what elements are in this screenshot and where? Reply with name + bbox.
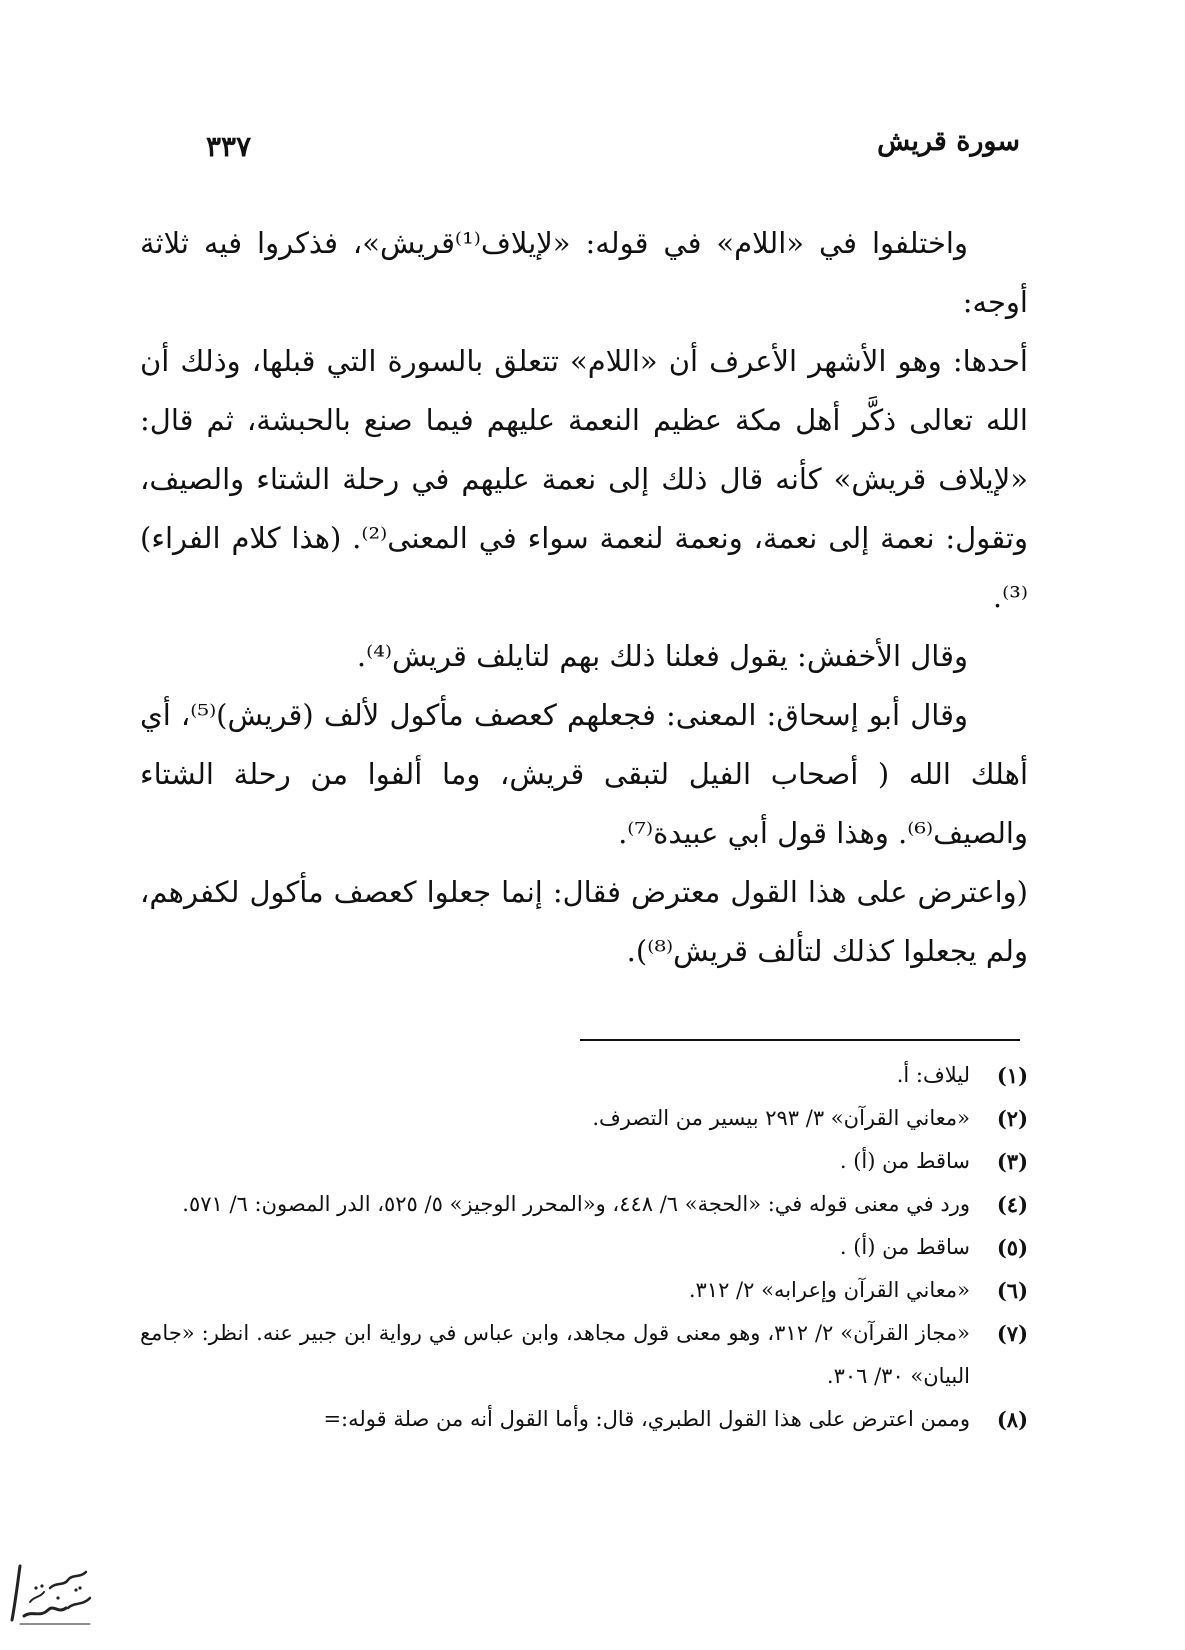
page-header: [150, 126, 1020, 176]
footnote-number: (٢): [996, 1106, 1028, 1131]
footnote-number: (٨): [996, 1407, 1028, 1432]
footnote-text: ليلاف: أ.: [896, 1063, 970, 1087]
footnote-text: «مجاز القرآن» ٢/ ٣١٢، وهو معنى قول مجاهد، وابن عباس في رواية ابن جبير عنه. انظر: «جامع البيان» ٣٠/ ٣٠٦.: [140, 1321, 970, 1388]
paragraph-4: وقال أبو إسحاق: المعنى: فجعلهم كعصف مأكول لألف (قريش)⁽⁵⁾، أي أهلك الله ( أصحاب الفيل لتبقى قريش، وما ألفوا من رحلة الشتاء والصيف⁽⁶⁾. وهذا قول أبي عبيدة⁽⁷⁾.: [140, 698, 1028, 850]
paragraph-2: أحدها: وهو الأشهر الأعرف أن «اللام» تتعلق بالسورة التي قبلها، وذلك أن الله تعالى ذكَّر أهل مكة عظيم النعمة عليهم فيما صنع بالحبشة، ثم قال: «لإيلاف قريش» كأنه قال ذلك إلى نعمة عليهم في رحلة الشتاء والصيف، وتقول: نعمة إلى نعمة، ونعمة لنعمة سواء في المعنى⁽²⁾. (هذا كلام الفراء)⁽³⁾.: [140, 344, 1028, 614]
paragraph-3: وقال الأخفش: يقول فعلنا ذلك بهم لتايلف قريش⁽⁴⁾.: [356, 639, 968, 673]
footnote-item: [140, 1226, 1028, 1269]
footnote-text: ساقط من (أ) .: [839, 1235, 970, 1259]
footnote-text: ساقط من (أ) .: [839, 1149, 970, 1173]
footnote-item: [140, 1398, 1028, 1441]
footnote-text: ورد في معنى قوله في: «الحجة» ٦/ ٤٤٨، و«المحرر الوجيز» ٥/ ٥٢٥، الدر المصون: ٦/ ٥٧١.: [182, 1192, 970, 1216]
footnote-text: «معاني القرآن» ٣/ ٢٩٣ بيسير من التصرف.: [592, 1106, 970, 1130]
footnote-number: (٣): [996, 1149, 1028, 1174]
footnote-item: [140, 1269, 1028, 1312]
footnote-number: (٧): [996, 1321, 1028, 1346]
footnote-item: [140, 1312, 1028, 1398]
footnote-text: «معاني القرآن وإعرابه» ٢/ ٣١٢.: [688, 1278, 970, 1302]
footnote-number: (٤): [996, 1192, 1028, 1217]
footnote-item: [140, 1097, 1028, 1140]
paragraph-5: (واعترض على هذا القول معترض فقال: إنما جعلوا كعصف مأكول لكفرهم، ولم يجعلوا كذلك لتألف قريش⁽⁸⁾).: [140, 875, 1028, 968]
footnote-text: وممن اعترض على هذا القول الطبري، قال: وأما القول أنه من صلة قوله:=: [323, 1407, 970, 1431]
paragraph-1: واختلفوا في «اللام» في قوله: «لإيلاف⁽¹⁾قريش»، فذكروا فيه ثلاثة أوجه:: [140, 226, 1028, 319]
footnote-item: [140, 1183, 1028, 1226]
footnote-item: [140, 1054, 1028, 1097]
calligraphy-logo: [6, 1558, 96, 1630]
footnotes: [140, 1054, 1028, 1441]
main-text: [140, 214, 1028, 981]
footnote-number: (٦): [996, 1278, 1028, 1303]
footnote-number: (١): [996, 1063, 1028, 1088]
page-number: ٣٣٧: [206, 130, 252, 163]
footnote-item: [140, 1140, 1028, 1183]
running-title: سورة قريش: [877, 126, 1020, 157]
footnote-divider: [580, 1039, 1020, 1041]
footnote-number: (٥): [996, 1235, 1028, 1260]
